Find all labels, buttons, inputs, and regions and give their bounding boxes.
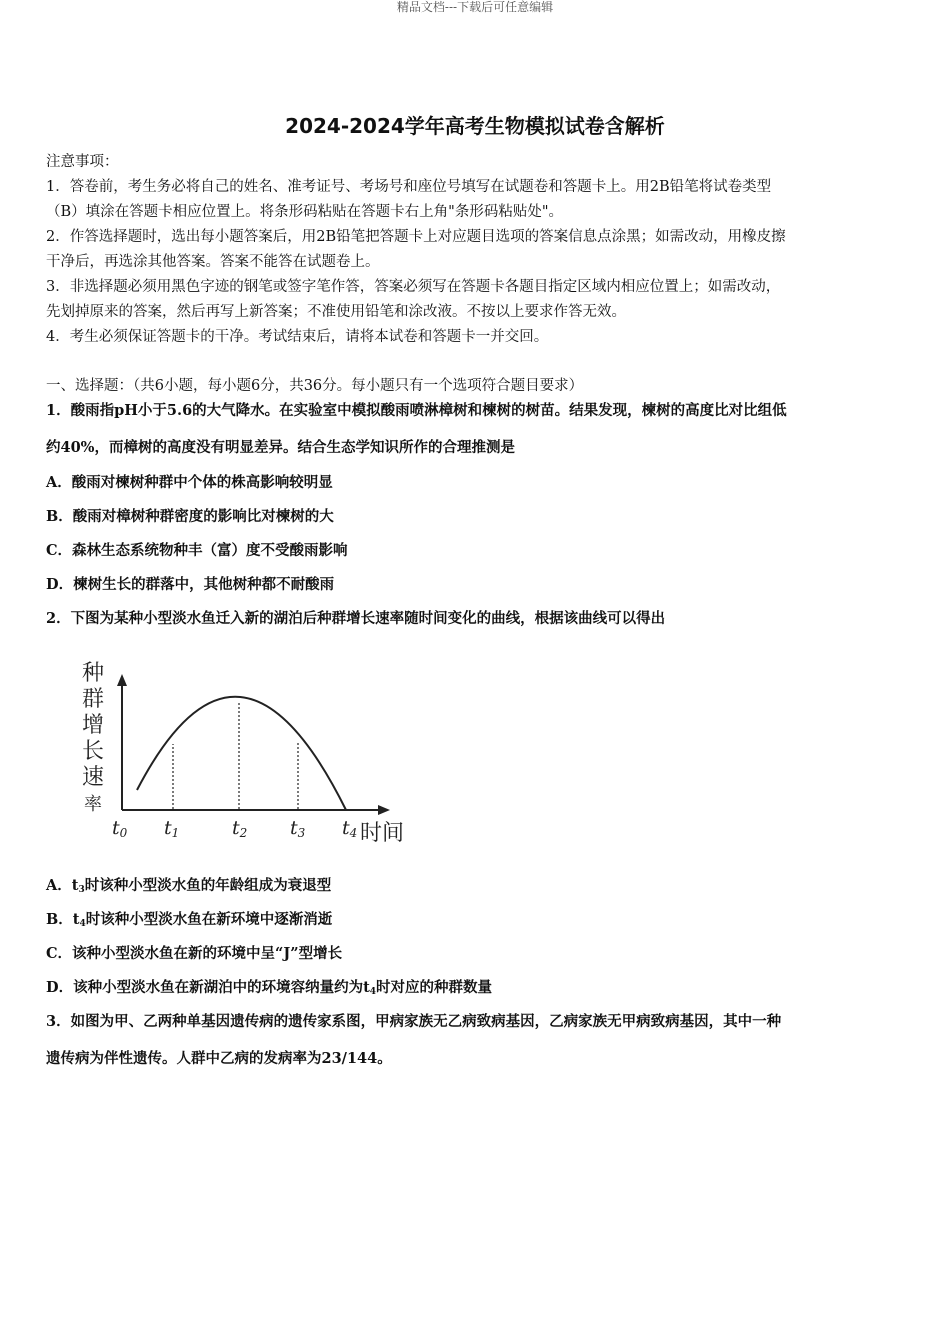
q1-stem-line1: 1．酸雨指pH小于5.6的大气降水。在实验室中模拟酸雨喷淋樟树和楝树的树苗。结果发现，楝树的高度比对比组低 [46,402,787,419]
q2-option-a: A．$t_3$时该种小型淡水鱼的年龄组成为衰退型 [46,877,332,895]
tick-label-t1: t1 [164,817,180,840]
q2-option-b: B．$t_4$时该种小型淡水鱼在新环境中逐渐消逝 [46,911,333,929]
q1-option-d: D．楝树生长的群落中，其他树种都不耐酸雨 [46,576,335,593]
growth-rate-figure [78,658,428,848]
y-axis-arrow [117,674,127,686]
page-title: 2024-2024学年高考生物模拟试卷含解析 [285,114,665,138]
notice-line: 干净后，再选涂其他答案。答案不能答在试题卷上。 [46,254,380,270]
q1-option-b: B．酸雨对樟树种群密度的影响比对楝树的大 [46,508,334,525]
notice-line: （B）填涂在答题卡相应位置上。将条形码粘贴在答题卡右上角"条形码粘贴处"。 [46,204,563,220]
notice-line: 先划掉原来的答案，然后再写上新答案；不准使用铅笔和涂改液。不按以上要求作答无效。 [46,304,626,320]
y-label-char: 种 [82,661,105,686]
x-axis-arrow [378,805,390,815]
y-label-char: 速 [82,765,105,790]
q2-stem: 2．下图为某种小型淡水鱼迁入新的湖泊后种群增长速率随时间变化的曲线，根据该曲线可以得出 [46,610,666,627]
q1-stem-line2: 约40%，而樟树的高度没有明显差异。结合生态学知识所作的合理推测是 [46,439,515,456]
notice-line: 2．作答选择题时，选出每小题答案后，用2B铅笔把答题卡上对应题目选项的答案信息点涂黑；如需改动，用橡皮擦 [46,229,786,245]
growth-curve [137,697,346,810]
q2-option-d: D．该种小型淡水鱼在新湖泊中的环境容纳量约为$t_4$时对应的种群数量 [46,979,493,997]
y-label-char: 长 [82,739,105,764]
x-axis-label: 时间 [360,821,405,846]
section-heading: 一、选择题：（共6小题，每小题6分，共36分。每小题只有一个选项符合题目要求） [46,378,584,394]
header-note: 精品文档---下载后可任意编辑 [396,0,554,14]
q3-stem-line1: 3．如图为甲、乙两种单基因遗传病的遗传家系图，甲病家族无乙病致病基因，乙病家族无甲病致病基因，其中一种 [46,1013,782,1030]
tick-label-t4: t4 [342,817,358,840]
q1-option-c: C．森林生态系统物种丰（富）度不受酸雨影响 [46,542,348,559]
y-label-char: 群 [82,687,105,712]
tick-label-t2: t2 [232,817,248,840]
notice-line: 1．答卷前，考生务必将自己的姓名、准考证号、考场号和座位号填写在试题卷和答题卡上。用2B铅笔将试卷类型 [46,179,772,195]
tick-label-t0: t0 [112,817,128,840]
notice-heading: 注意事项： [46,154,119,170]
tick-label-t3: t3 [290,817,306,840]
q1-option-a: A．酸雨对楝树种群中个体的株高影响较明显 [46,474,333,491]
notice-line: 4．考生必须保证答题卡的干净。考试结束后，请将本试卷和答题卡一并交回。 [46,329,549,345]
q3-stem-line2: 遗传病为伴性遗传。人群中乙病的发病率为23/144。 [46,1050,392,1067]
y-label-char: 增 [82,713,105,738]
notice-line: 3．非选择题必须用黑色字迹的钢笔或签字笔作答，答案必须写在答题卡各题目指定区域内相应位置上；如需改动， [46,279,781,295]
q2-option-c: C．该种小型淡水鱼在新的环境中呈“J”型增长 [46,945,343,962]
y-label-char: 率 [84,794,102,815]
